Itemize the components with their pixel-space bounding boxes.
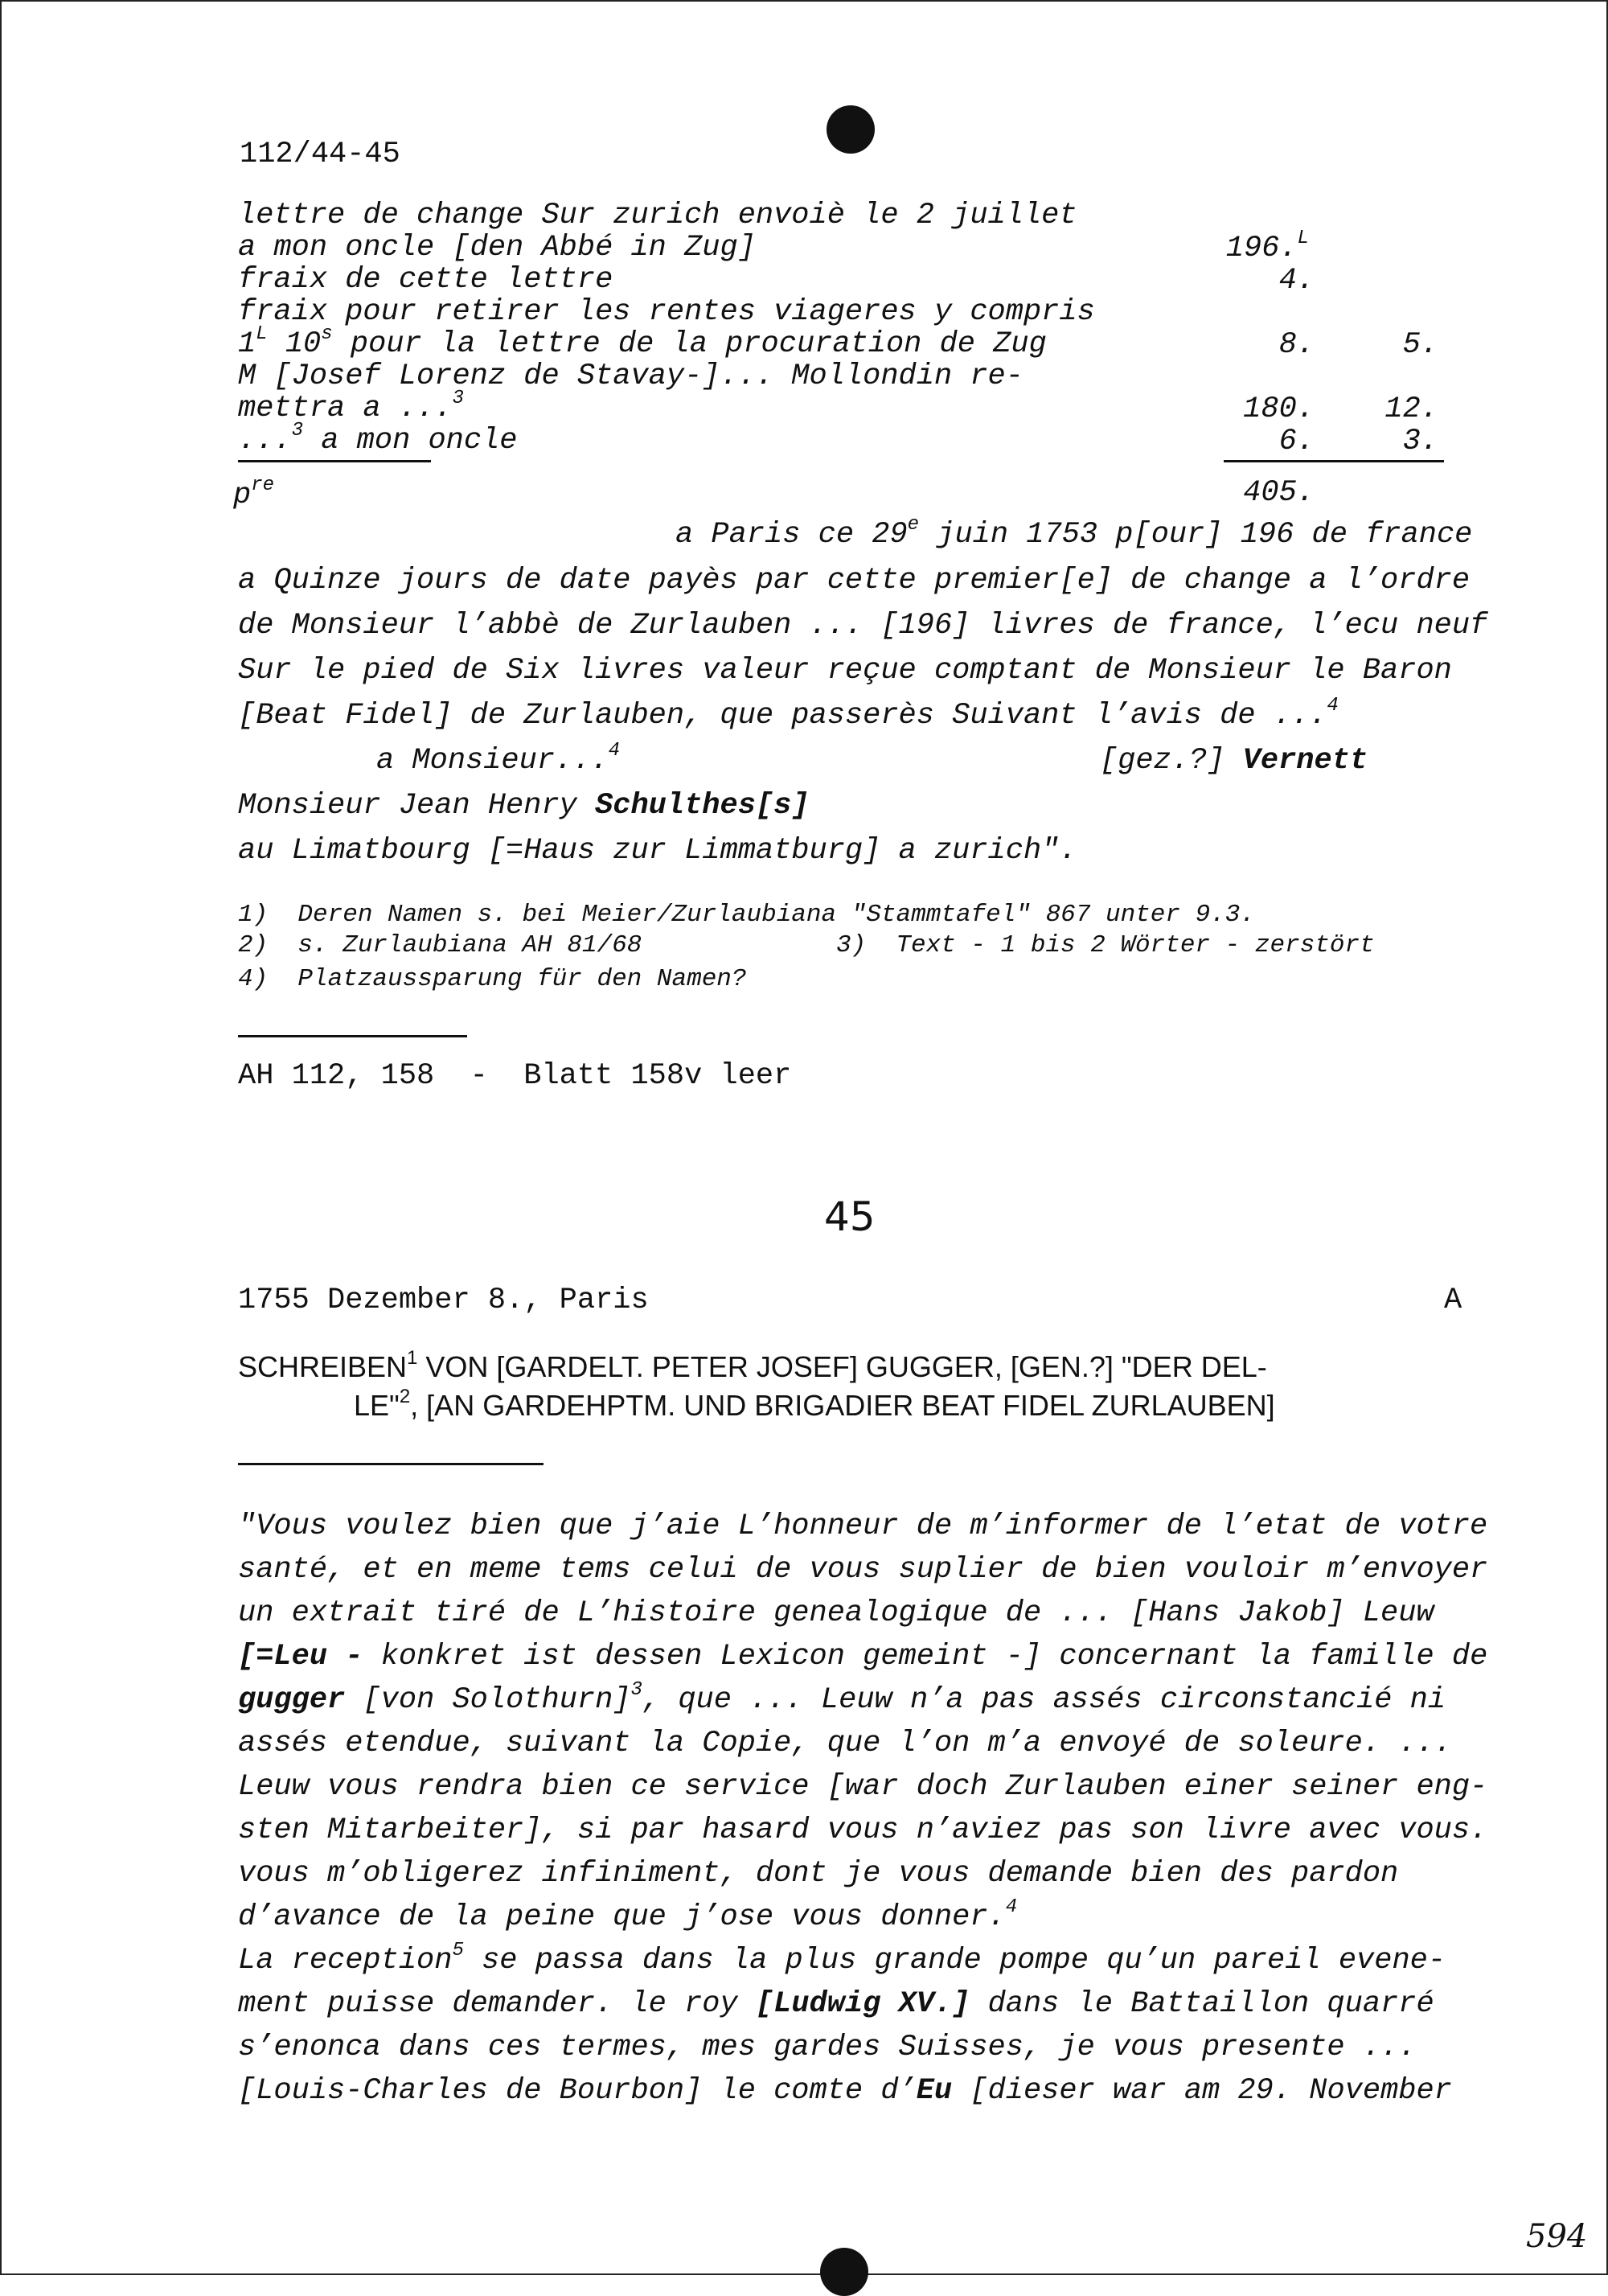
doc-type-letter: A — [1444, 1284, 1462, 1317]
body-text: dans le Battaillon quarré — [970, 1987, 1434, 2021]
punch-hole-top — [827, 105, 875, 154]
punch-hole-bottom — [820, 2248, 868, 2296]
ledger-text: 1 — [238, 327, 256, 361]
footnote: 2) s. Zurlaubiana AH 81/68 — [238, 931, 642, 959]
doc-title-line — [238, 1347, 1267, 1383]
footnote: 4) Platzaussparung für den Namen? — [238, 965, 747, 993]
superscript: 4 — [608, 740, 621, 762]
doc-title-text: SCHREIBEN — [238, 1350, 408, 1383]
letter-text: juin 1753 p[our] 196 de france — [919, 518, 1473, 552]
body-line — [238, 1988, 1434, 2020]
ledger-text: a mon oncle — [321, 424, 518, 458]
ledger-line — [238, 388, 464, 425]
superscript: 3 — [630, 1679, 642, 1701]
signature-line — [1100, 745, 1368, 777]
superscript: 3 — [291, 420, 304, 442]
amount-livres: 6. — [1278, 425, 1315, 458]
ledger-line — [233, 474, 275, 512]
body-text: La reception — [238, 1944, 453, 1978]
body-text: d’avance de la peine que j’ose vous donner. — [238, 1900, 1006, 1934]
body-line: santé, et en meme tems celui de vous suplier de bien vouloir m’envoyer — [238, 1553, 1488, 1587]
doc-title-text: LE" — [354, 1389, 400, 1422]
amount-sols: 5. — [1402, 328, 1438, 362]
letter-line: a Quinze jours de date payès par cette premier[e] de change a l’ordre — [238, 564, 1471, 598]
ledger-line: fraix de cette lettre — [238, 263, 613, 297]
superscript: 2 — [399, 1386, 411, 1407]
footnote: 3) Text - 1 bis 2 Wörter - zerstört — [836, 931, 1375, 959]
body-line — [238, 1679, 1446, 1717]
ledger-text: mettra a ... — [238, 392, 453, 425]
superscript: L — [256, 323, 268, 345]
superscript: 5 — [452, 1940, 464, 1961]
letter-text: [Beat Fidel] de Zurlauben, que passerès Suivant l’avis de ... — [238, 699, 1327, 733]
body-line: sten Mitarbeiter], si par hasard vous n’aviez pas son livre avec vous. — [238, 1813, 1488, 1847]
body-line: s’enonca dans ces termes, mes gardes Suisses, je vous presente ... — [238, 2031, 1417, 2064]
superscript: 4 — [1327, 695, 1339, 717]
superscript: 4 — [1005, 1896, 1018, 1918]
blatt-note: AH 112, 158 - Blatt 158v leer — [238, 1059, 792, 1093]
ledger-line: M [Josef Lorenz de Stavay-]... Mollondin re- — [238, 359, 1023, 393]
doc-title-text: , [AN GARDEHPTM. UND BRIGADIER BEAT FIDEL ZURLAUBEN] — [410, 1389, 1275, 1422]
amount-total: 405. — [1243, 476, 1315, 510]
superscript: e — [907, 514, 920, 536]
superscript: re — [251, 474, 275, 496]
body-text: [von Solothurn] — [363, 1683, 631, 1717]
ledger-text: ... — [238, 424, 292, 458]
ledger-line — [238, 420, 518, 458]
bold-text: Eu — [916, 2074, 953, 2108]
body-line: vous m’obligerez infiniment, dont je vous demande bien des pardon — [238, 1857, 1399, 1891]
body-line: Leuw vous rendra bien ce service [war doch Zurlauben einer seiner eng- — [238, 1770, 1488, 1804]
ledger-text: pour la lettre de la procuration de Zug — [350, 327, 1047, 361]
ledger-line: a mon oncle [den Abbé in Zug] — [238, 231, 756, 265]
signer-name: Vernett — [1242, 744, 1368, 778]
doc-title-text: VON [GARDELT. PETER JOSEF] GUGGER, [GEN.?] "DER DEL- — [417, 1350, 1267, 1383]
body-line — [238, 1641, 1487, 1673]
doc-date: 1755 Dezember 8., Paris — [238, 1284, 649, 1317]
recipient-name: Schulthes[s] — [595, 789, 810, 823]
footnote-rule — [238, 1035, 467, 1037]
ledger-text: p — [233, 479, 252, 512]
amount-livres: 8. — [1278, 328, 1315, 362]
footnote: 1) Deren Namen s. bei Meier/Zurlaubiana "Stammtafel" 867 unter 9.3. — [238, 901, 1256, 929]
letter-text: a Monsieur... — [376, 744, 609, 778]
ledger-line: fraix pour retirer les rentes viageres y compris — [238, 295, 1095, 329]
superscript: 3 — [452, 388, 464, 409]
body-line — [238, 1896, 1018, 1934]
letter-text: Monsieur Jean Henry — [238, 789, 596, 823]
amount-livres: 4. — [1278, 264, 1315, 298]
amount-sols: 12. — [1384, 392, 1438, 426]
ledger-rule-left — [238, 460, 431, 462]
recipient-line — [238, 790, 810, 822]
body-line — [238, 1940, 1446, 1978]
letter-line — [238, 695, 1339, 733]
corner-stamp: 594 — [1526, 2218, 1588, 2255]
bold-text: [=Leu - — [238, 1640, 363, 1674]
amount-livres: 180. — [1243, 392, 1315, 426]
letter-line: Sur le pied de Six livres valeur reçue comptant de Monsieur le Baron — [238, 654, 1452, 688]
ledger-line: lettre de change Sur zurich envoiè le 2 juillet — [238, 199, 1077, 232]
superscript: 1 — [407, 1347, 418, 1369]
page-number: 45 — [824, 1193, 876, 1240]
amount-livres — [1196, 228, 1309, 265]
letter-text: a Paris ce 29 — [675, 518, 908, 552]
letter-text: [gez.?] — [1100, 744, 1225, 778]
body-line: "Vous voulez bien que j’aie L’honneur de m’informer de l’etat de votre — [238, 1509, 1488, 1543]
body-text: konkret ist dessen Lexicon gemeint -] concernant la famille de — [380, 1640, 1488, 1674]
address-line: au Limatbourg [=Haus zur Limmatburg] a zurich". — [238, 834, 1077, 868]
title-rule — [238, 1463, 544, 1465]
header-ref: 112/44-45 — [240, 138, 400, 171]
bold-text: gugger — [238, 1683, 346, 1717]
body-line — [238, 2075, 1452, 2107]
amount-value: 196. — [1225, 232, 1298, 265]
body-text: se passa dans la plus grande pompe qu’un pareil evene- — [463, 1944, 1446, 1978]
body-text: [dieser war am 29. November — [952, 2074, 1452, 2108]
ledger-rule-right — [1224, 460, 1444, 462]
body-text: , que ... Leuw n’a pas assés circonstancié ni — [642, 1683, 1446, 1717]
amount-sols: 3. — [1402, 425, 1438, 458]
body-line: assés etendue, suivant la Copie, que l’on m’a envoyé de soleure. ... — [238, 1727, 1452, 1760]
doc-title-line — [354, 1386, 1275, 1422]
letter-date-line — [675, 514, 1473, 552]
ledger-line — [238, 323, 1047, 361]
superscript: s — [321, 323, 333, 345]
body-text: ment puisse demander. le roy — [238, 1987, 756, 2021]
ledger-text: 10 — [267, 327, 322, 361]
letter-line — [376, 740, 621, 778]
bold-text: [Ludwig XV.] — [755, 1987, 970, 2021]
body-text: [Louis-Charles de Bourbon] le comte d’ — [238, 2074, 917, 2108]
body-line: un extrait tiré de L’histoire genealogique de ... [Hans Jakob] Leuw — [238, 1596, 1434, 1630]
superscript: L — [1297, 228, 1309, 249]
letter-line: de Monsieur l’abbè de Zurlauben ... [196] livres de france, l’ecu neuf — [238, 609, 1488, 643]
